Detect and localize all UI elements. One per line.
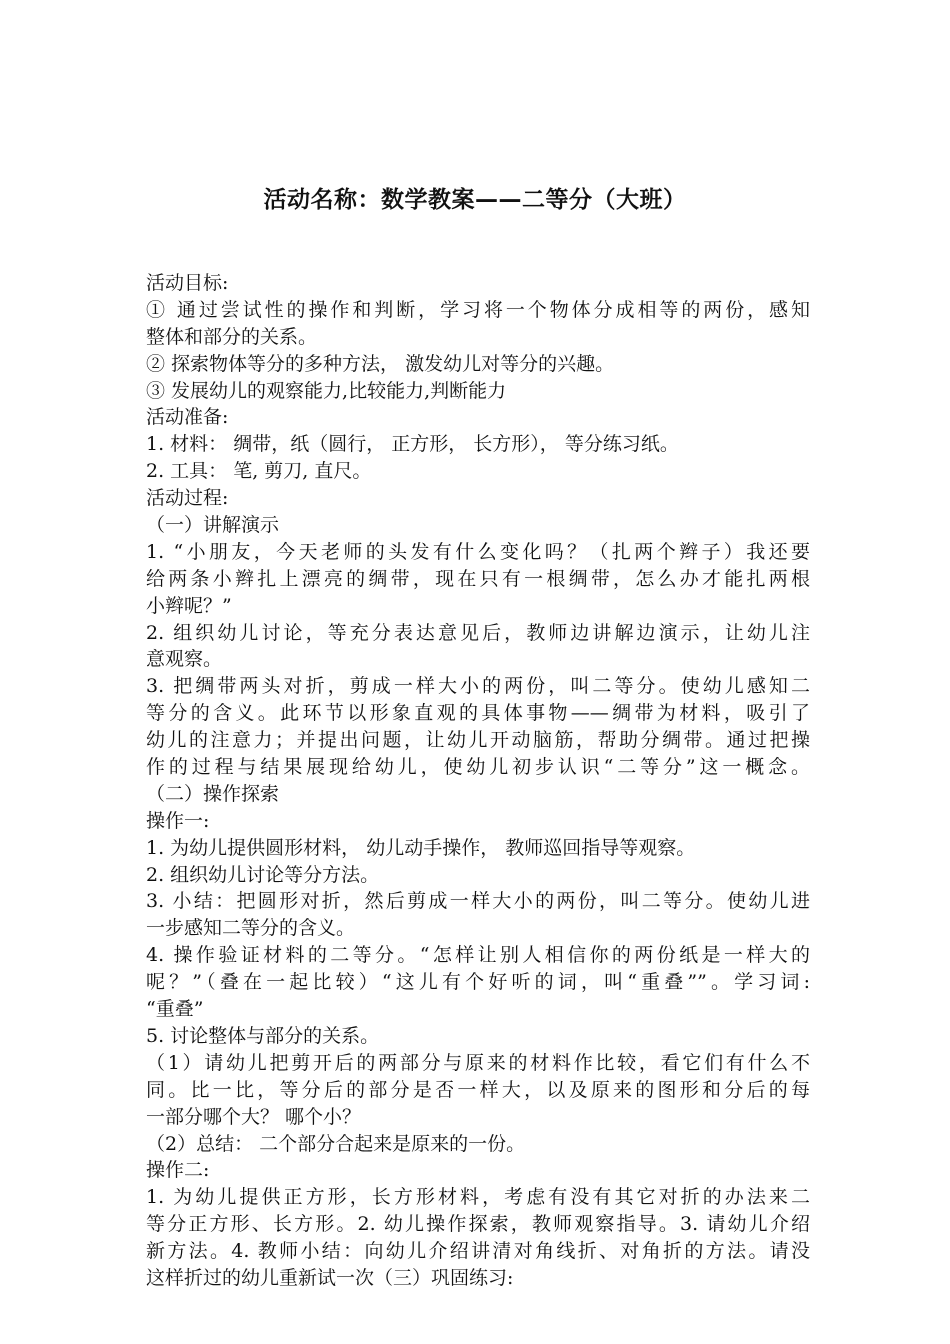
text-line: 2. 工具： 笔, 剪刀, 直尺。 [146,460,372,483]
page-title: 活动名称：数学教案——二等分（大班） [263,187,687,213]
text-line: 一步感知二等分的含义。 [146,917,356,940]
text-line: 1. “小朋友，今天老师的头发有什么变化吗？（扎两个辫子）我还要 [146,540,810,563]
text-line: 2. 组织幼儿讨论等分方法。 [146,863,380,886]
text-line: 作的过程与结果展现给幼儿，使幼儿初步认识“二等分”这一概念。 [146,756,810,779]
text-line: ② 探索物体等分的多种方法， 激发幼儿对等分的兴趣。 [146,352,615,375]
text-line: 3. 把绸带两头对折，剪成一样大小的两份，叫二等分。使幼儿感知二 [146,675,810,698]
text-line: ① 通过尝试性的操作和判断，学习将一个物体分成相等的两份，感知 [146,298,810,321]
text-line: 意观察。 [146,648,223,671]
text-line: 4. 操作验证材料的二等分。“怎样让别人相信你的两份纸是一样大的 [146,944,810,967]
text-line: 小辫呢？” [146,594,232,617]
text-line: 等分正方形、长方形。2. 幼儿操作探索，教师观察指导。3. 请幼儿介绍 [146,1213,810,1236]
text-line: （1）请幼儿把剪开后的两部分与原来的材料作比较，看它们有什么不 [146,1051,810,1074]
text-line: 操作二: [146,1159,210,1182]
text-line: 等分的含义。此环节以形象直观的具体事物——绸带为材料，吸引了 [146,702,810,725]
text-line: （二）操作探索 [146,782,280,805]
document-body [146,270,810,1292]
text-line: 操作一: [146,809,210,832]
text-line: 幼儿的注意力；并提出问题，让幼儿开动脑筋，帮助分绸带。通过把操 [146,729,810,752]
text-line: 活动准备: [146,406,229,429]
text-line: 同。比一比，等分后的部分是否一样大，以及原来的图形和分后的每 [146,1078,810,1101]
text-line: 活动过程: [146,487,229,510]
text-line: 整体和部分的关系。 [146,325,318,348]
text-line: 呢？”（叠在一起比较）“这儿有个好听的词，叫“重叠””。学习词: [146,971,810,994]
text-line: 2. 组织幼儿讨论，等充分表达意见后，教师边讲解边演示，让幼儿注 [146,621,810,644]
text-line: 这样折过的幼儿重新试一次（三）巩固练习: [146,1266,514,1289]
text-line: 活动目标: [146,272,229,294]
text-line: 新方法。4. 教师小结：向幼儿介绍讲清对角线折、对角折的方法。请没 [146,1240,810,1263]
text-line: 给两条小辫扎上漂亮的绸带，现在只有一根绸带，怎么办才能扎两根 [146,567,810,590]
text-line: 一部分哪个大？ 哪个小？ [146,1105,362,1128]
text-line: （一）讲解演示 [146,514,280,537]
text-line: 3. 小结：把圆形对折，然后剪成一样大小的两份，叫二等分。使幼儿进 [146,890,810,913]
text-line: 5. 讨论整体与部分的关系。 [146,1024,380,1047]
text-line: “重叠” [146,998,204,1021]
text-line: ③ 发展幼儿的观察能力,比较能力,判断能力 [146,379,507,402]
text-line: 1. 为幼儿提供圆形材料， 幼儿动手操作， 教师巡回指导等观察。 [146,836,696,859]
text-line: （2）总结： 二个部分合起来是原来的一份。 [146,1132,526,1155]
text-line: 1. 为幼儿提供正方形，长方形材料，考虑有没有其它对折的办法来二 [146,1186,810,1209]
text-line: 1. 材料： 绸带，纸（圆行， 正方形， 长方形）， 等分练习纸。 [146,433,679,456]
